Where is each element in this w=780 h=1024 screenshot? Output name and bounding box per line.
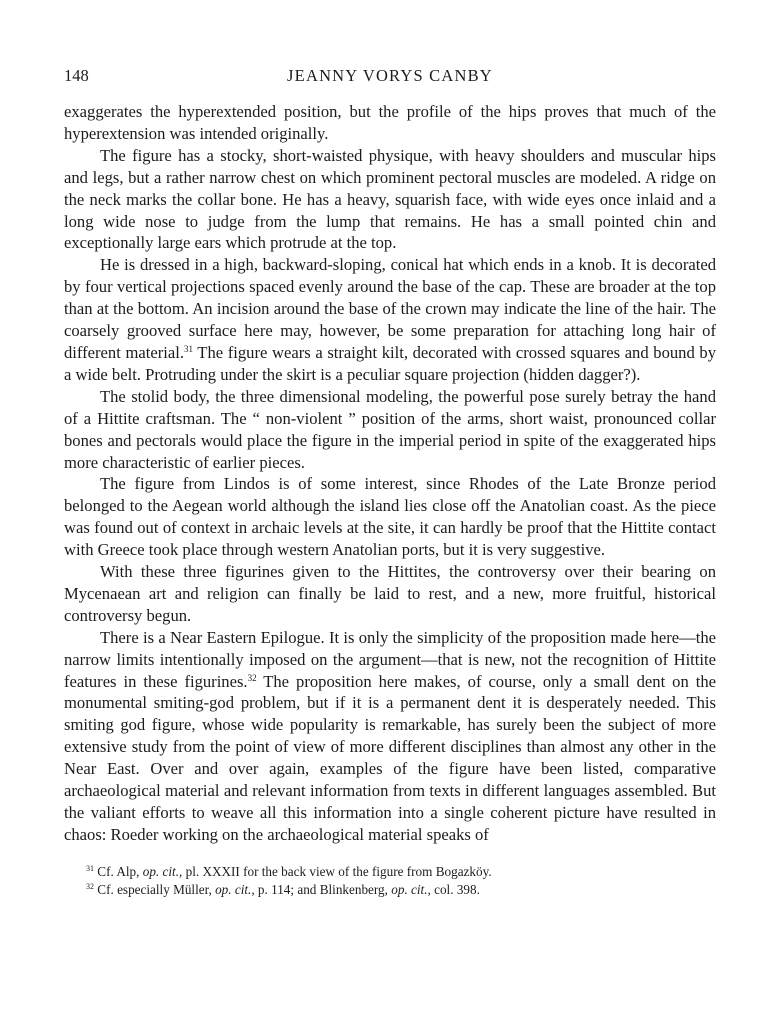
- footnote-32: $^{32}$ Cf. especially Müller, op. cit., p. 114; and Blinkenberg, op. cit., col. 398.: [86, 881, 480, 897]
- page: [64, 66, 716, 899]
- paragraph: The stolid body, the three dimensional modeling, the powerful pose surely betray the hand of a Hittite craftsman. The “ non-violent ” position of the arms, short waist, pronounced collar bones and pectorals would place the figure in the imperial period in spite of the exaggerated hips more characteristic of earlier pieces.: [64, 386, 716, 472]
- running-head: JEANNY VORYS CANBY: [287, 66, 493, 85]
- paragraph: There is a Near Eastern Epilogue. It is only the simplicity of the proposition made here—the narrow limits intentionally imposed on the argument—that is new, not the recognition of Hittite features in these figurines.$^{32}$ The proposition here makes, of course, only a small dent on the monumental smiting-god problem, but if it is a permanent dent it is desperately needed. This smiting god figure, whose wide popularity is remarkable, has surely been the subject of more extensive study from the point of view of more different disciplines than almost any other in the Near East. Over and over again, examples of the figure have been listed, comparative archaeological material and relevant information from texts in different languages assembled. But the valiant efforts to weave all this information into a single coherent picture have resulted in chaos: Roeder working on the archaeological material speaks of: [64, 627, 717, 844]
- paragraph: He is dressed in a high, backward-sloping, conical hat which ends in a knob. It is decorated by four vertical projections spaced evenly around the base of the cap. These are broader at the top than at the bottom. An incision around the base of the crown may indicate the line of the hair. The coarsely grooved surface here may, however, be some preparation for attaching long hair of different material.$^{31}$ The figure wears a straight kilt, decorated with crossed squares and bound by a wide belt. Protruding under the skirt is a peculiar square projection (hidden dagger?).: [64, 255, 716, 384]
- paragraph: exaggerates the hyperextended position, but the profile of the hips proves that much of the hyperextension was intended originally.: [64, 102, 716, 143]
- paragraph: With these three figurines given to the Hittites, the controversy over their bearing on Mycenaean art and religion can finally be laid to rest, and a new, more fruitful, historical controversy begun.: [64, 562, 716, 625]
- body-text: [64, 101, 716, 846]
- footnote-ref[interactable]: 31: [183, 343, 193, 354]
- paragraph: The figure has a stocky, short-waisted physique, with heavy shoulders and muscular hips and legs, but a rather narrow chest on which prominent pectoral muscles are modeled. A ridge on the neck marks the collar bone. He has a heavy, squarish face, with wide eyes once inlaid and a long wide nose to judge from the lump that remains. He has a small pointed chin and exceptionally large ears which protrude at the top.: [64, 145, 716, 253]
- paragraph: The figure from Lindos is of some interest, since Rhodes of the Late Bronze period belonged to the Aegean world although the island lies close off the Anatolian coast. As the piece was found out of context in archaic levels at the site, it can hardly be proof that the Hittite contact with Greece took place through western Anatolian ports, but it is very suggestive.: [64, 474, 716, 560]
- page-number: 148: [64, 66, 89, 85]
- footnote-ref[interactable]: 32: [247, 672, 257, 683]
- footnotes: [64, 863, 716, 899]
- page-header: [64, 66, 716, 90]
- footnote-31: $^{31}$ Cf. Alp, op. cit., pl. XXXII for the back view of the figure from Bogazköy.: [86, 863, 492, 879]
